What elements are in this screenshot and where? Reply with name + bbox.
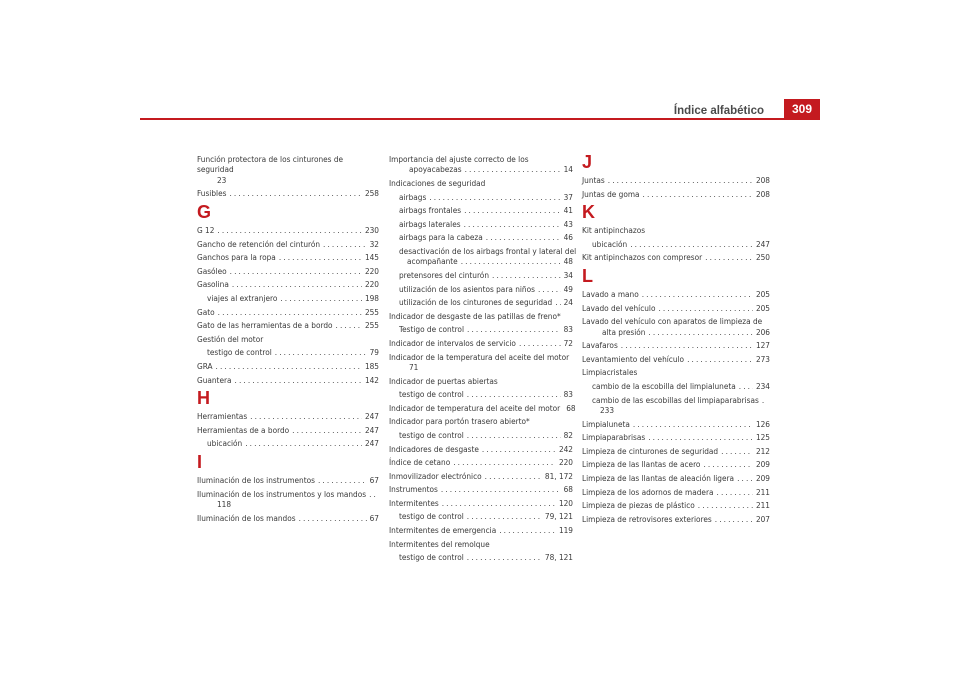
- entry-page: 255: [364, 306, 379, 317]
- entry-page: 68: [563, 484, 573, 495]
- entry-page: 142: [364, 374, 379, 385]
- entry-text: GRA: [197, 360, 213, 371]
- entry-page: 247: [364, 438, 379, 449]
- section-letter-g: G: [197, 202, 212, 222]
- entry-page: 255: [364, 320, 379, 331]
- entry-text: Limpieza de las llantas de aleación ligera: [582, 472, 735, 483]
- index-entry: [582, 459, 770, 469]
- entry-page: 49: [563, 283, 573, 294]
- entry-text: Indicador de intervalos de servicio: [389, 337, 516, 348]
- index-entry: [389, 352, 573, 373]
- index-entry: [197, 239, 379, 249]
- index-entry: [582, 432, 770, 442]
- index-entry: [389, 484, 573, 494]
- entry-page: 78, 121: [544, 552, 573, 563]
- entry-text: Inmovilizador electrónico: [389, 470, 482, 481]
- index-subentry: [389, 324, 573, 334]
- entry-page: 24: [563, 297, 573, 308]
- entry-page: 43: [563, 218, 573, 229]
- entry-page: 250: [755, 252, 770, 263]
- entry-page: 258: [364, 188, 379, 199]
- entry-text: Iluminación de los mandos: [197, 512, 296, 523]
- index-entry: [197, 320, 379, 330]
- entry-page: 211: [755, 486, 770, 497]
- entry-page: 37: [563, 191, 573, 202]
- entry-page: 233: [600, 404, 615, 415]
- entry-text: Función protectora de los cinturones de seguridad: [197, 154, 344, 175]
- entry-text: acompañante: [407, 256, 458, 267]
- index-entry: [582, 487, 770, 497]
- index-entry: [582, 225, 770, 235]
- entry-text: Kit antipinchazos: [582, 225, 646, 236]
- index-subentry: [582, 239, 770, 249]
- entry-page: 273: [755, 353, 770, 364]
- index-subentry: [389, 297, 573, 307]
- index-entry: [582, 500, 770, 510]
- section-letter-h: H: [197, 388, 210, 409]
- entry-page: 48: [563, 256, 573, 267]
- entry-text: testigo de control: [207, 347, 272, 358]
- entry-text: cambio de la escobilla del limpialuneta: [592, 380, 736, 391]
- entry-text: Indicador de desgaste de las patillas de freno*: [389, 310, 561, 321]
- index-entry: [389, 376, 573, 386]
- entry-text: viajes al extranjero: [207, 292, 278, 303]
- entry-page: 41: [563, 205, 573, 216]
- entry-text: Lavado del vehículo con aparatos de limpieza de: [582, 316, 763, 327]
- index-entry: [197, 489, 379, 510]
- entry-text: Indicador de puertas abiertas: [389, 375, 498, 386]
- entry-page: 207: [755, 513, 770, 524]
- entry-page: 72: [563, 337, 573, 348]
- entry-page: 208: [755, 175, 770, 185]
- index-entry: [389, 311, 573, 321]
- entry-text: Indicadores de desgaste: [389, 443, 479, 454]
- entry-page: 220: [364, 265, 379, 276]
- entry-text: Lavafaros: [582, 340, 618, 351]
- section-letter-i: I: [197, 451, 203, 472]
- index-column-3: [582, 154, 770, 527]
- entry-page: 198: [364, 292, 379, 303]
- index-entry: [582, 316, 770, 337]
- entry-page: 127: [755, 340, 770, 351]
- index-subentry: [389, 192, 573, 202]
- index-entry: [389, 338, 573, 348]
- entry-text: Gancho de retención del cinturón: [197, 238, 321, 249]
- entry-text: Kit antipinchazos con compresor: [582, 252, 703, 263]
- entry-page: 206: [755, 326, 770, 337]
- entry-page: 46: [563, 232, 573, 243]
- entry-page: 230: [364, 225, 379, 235]
- index-entry: [582, 514, 770, 524]
- index-subentry: [389, 205, 573, 215]
- entry-text: Indicador de temperatura del aceite del motor: [389, 402, 561, 413]
- index-subentry: [197, 293, 379, 303]
- entry-text: Limpieza de piezas de plástico: [582, 500, 695, 511]
- entry-page: 32: [369, 238, 379, 249]
- index-entry: [389, 178, 573, 188]
- entry-page: 242: [558, 443, 573, 454]
- entry-page: 125: [755, 432, 770, 443]
- index-entry: [582, 289, 770, 299]
- entry-text: Levantamiento del vehículo: [582, 353, 685, 364]
- index-subentry: [389, 270, 573, 280]
- index-entry: [197, 411, 379, 421]
- index-entry: [582, 303, 770, 313]
- section-letter-l: L: [582, 265, 593, 286]
- entry-page: 145: [364, 252, 379, 263]
- entry-text: Intermitentes del remolque: [389, 538, 490, 549]
- page-title: Índice alfabético: [673, 105, 764, 117]
- index-entry: [197, 252, 379, 262]
- entry-page: 247: [364, 411, 379, 422]
- index-subentry: [582, 381, 770, 391]
- entry-text: testigo de control: [399, 552, 464, 563]
- index-entry: [582, 189, 770, 199]
- section-letter-k: K: [582, 202, 595, 223]
- entry-page: 209: [755, 459, 770, 470]
- entry-text: Gasóleo: [197, 265, 227, 276]
- entry-text: Limpialuneta: [582, 418, 630, 429]
- entry-text: utilización de los cinturones de seguridad: [399, 297, 553, 308]
- entry-text: Instrumentos: [389, 484, 438, 495]
- entry-text: Herramientas: [197, 411, 248, 422]
- entry-text: Testigo de control: [399, 324, 464, 335]
- entry-text: Iluminación de los instrumentos y los mandos: [197, 488, 367, 499]
- entry-text: Juntas: [582, 175, 605, 185]
- entry-text: Gato: [197, 306, 215, 317]
- index-subentry: [389, 389, 573, 399]
- index-subentry: [389, 219, 573, 229]
- index-entry: [197, 513, 379, 523]
- entry-page: 67: [369, 474, 379, 485]
- index-entry: [389, 471, 573, 481]
- entry-text: G 12: [197, 225, 215, 235]
- index-entry: [582, 473, 770, 483]
- index-entry: [197, 154, 379, 185]
- entry-page: 68: [566, 402, 576, 413]
- entry-page: 81, 172: [544, 470, 573, 481]
- entry-text: Limpiaparabrisas: [582, 432, 646, 443]
- entry-text: airbags laterales: [399, 218, 461, 229]
- index-entry: [389, 154, 573, 175]
- entry-text: Intermitentes de emergencia: [389, 525, 497, 536]
- entry-text: airbags frontales: [399, 205, 462, 216]
- entry-page: 209: [755, 472, 770, 483]
- index-entry: [389, 444, 573, 454]
- entry-text: Limpiacristales: [582, 367, 638, 378]
- entry-page: 34: [563, 269, 573, 280]
- entry-text: Fusibles: [197, 188, 227, 199]
- entry-text: Indicador de la temperatura del aceite del motor: [389, 351, 570, 362]
- entry-text: Guantera: [197, 374, 232, 385]
- entry-text: desactivación de los airbags frontal y lateral del: [399, 245, 577, 256]
- index-subentry: [582, 395, 770, 416]
- index-entry: [197, 307, 379, 317]
- entry-page: 119: [558, 525, 573, 536]
- entry-text: Limpieza de los adornos de madera: [582, 486, 714, 497]
- entry-page: 82: [563, 429, 573, 440]
- index-subentry: [389, 430, 573, 440]
- index-entry: [197, 188, 379, 198]
- index-subentry: [389, 245, 577, 267]
- entry-page: 212: [755, 445, 770, 456]
- entry-text: Importancia del ajuste correcto de los: [389, 154, 529, 164]
- entry-text: utilización de los asientos para niños: [399, 283, 535, 294]
- index-entry: [582, 340, 770, 350]
- index-entry: [389, 416, 573, 426]
- entry-page: 211: [755, 500, 770, 511]
- entry-text: Índice de cetano: [389, 457, 451, 468]
- index-entry: [389, 498, 573, 508]
- entry-page: 247: [364, 424, 379, 435]
- entry-text: Gasolina: [197, 279, 229, 290]
- index-column-2: [389, 154, 577, 566]
- entry-page: 220: [558, 457, 573, 468]
- entry-page: 208: [755, 188, 770, 199]
- index-subentry: [197, 438, 379, 448]
- entry-text: Limpieza de las llantas de acero: [582, 459, 701, 470]
- entry-page: 83: [563, 324, 573, 335]
- entry-text: Herramientas de a bordo: [197, 424, 290, 435]
- index-entry: [582, 446, 770, 456]
- entry-page: 126: [755, 418, 770, 429]
- entry-page: 67: [369, 512, 379, 523]
- index-entry: [197, 361, 379, 371]
- entry-text: Lavado a mano: [582, 288, 639, 299]
- index-entry: [197, 334, 379, 344]
- index-entry: [197, 375, 379, 385]
- entry-text: testigo de control: [399, 389, 464, 400]
- entry-text: apoyacabezas: [409, 164, 462, 175]
- header-rule: [140, 118, 820, 120]
- index-subentry: [389, 284, 573, 294]
- entry-text: alta presión: [602, 326, 646, 337]
- entry-text: airbags: [399, 191, 427, 202]
- index-entry: [197, 225, 379, 235]
- entry-page: 23: [217, 174, 227, 185]
- entry-text: Indicador para portón trasero abierto*: [389, 416, 530, 427]
- entry-page: 14: [563, 164, 573, 175]
- index-entry: [197, 266, 379, 276]
- index-subentry: [389, 232, 573, 242]
- entry-text: Gestión del motor: [197, 333, 264, 344]
- index-entry: [197, 279, 379, 289]
- entry-page: 234: [755, 380, 770, 391]
- index-entry: [389, 402, 576, 413]
- entry-page: 118: [217, 498, 232, 509]
- index-entry: [389, 457, 573, 467]
- index-entry: [582, 175, 770, 185]
- entry-page: 220: [364, 279, 379, 290]
- index-entry: [582, 367, 770, 377]
- entry-text: cambio de las escobillas del limpiaparabrisas: [592, 394, 759, 405]
- entry-text: airbags para la cabeza: [399, 232, 483, 243]
- entry-page: 120: [558, 497, 573, 508]
- entry-text: testigo de control: [399, 511, 464, 522]
- entry-text: ubicación: [592, 238, 628, 249]
- entry-text: Indicaciones de seguridad: [389, 178, 486, 188]
- entry-page: 205: [755, 302, 770, 313]
- index-entry: [582, 354, 770, 364]
- index-subentry: [389, 552, 573, 562]
- entry-text: Intermitentes: [389, 497, 439, 508]
- entry-text: Juntas de goma: [582, 188, 640, 199]
- entry-text: Ganchos para la ropa: [197, 252, 276, 263]
- entry-page: 83: [563, 389, 573, 400]
- entry-text: ubicación: [207, 438, 243, 449]
- entry-text: Gato de las herramientas de a bordo: [197, 320, 333, 331]
- index-entry: [389, 539, 573, 549]
- index-column-1: [197, 154, 379, 526]
- index-entry: [582, 419, 770, 429]
- entry-page: 79, 121: [544, 511, 573, 522]
- page-number-badge: 309: [784, 99, 820, 119]
- entry-text: testigo de control: [399, 429, 464, 440]
- entry-page: 79: [369, 347, 379, 358]
- index-entry: [582, 252, 770, 262]
- index-subentry: [197, 347, 379, 357]
- index-entry: [389, 525, 573, 535]
- entry-page: 205: [755, 288, 770, 299]
- entry-page: 71: [409, 361, 419, 372]
- index-subentry: [389, 511, 573, 521]
- entry-page: 185: [364, 360, 379, 371]
- entry-text: Limpieza de cinturones de seguridad: [582, 445, 719, 456]
- entry-text: Iluminación de los instrumentos: [197, 474, 315, 485]
- section-letter-j: J: [582, 152, 593, 172]
- entry-text: pretensores del cinturón: [399, 269, 489, 280]
- entry-page: 247: [755, 238, 770, 249]
- entry-text: Limpieza de retrovisores exteriores: [582, 513, 712, 524]
- index-entry: [197, 475, 379, 485]
- index-entry: [197, 425, 379, 435]
- entry-text: Lavado del vehículo: [582, 302, 656, 313]
